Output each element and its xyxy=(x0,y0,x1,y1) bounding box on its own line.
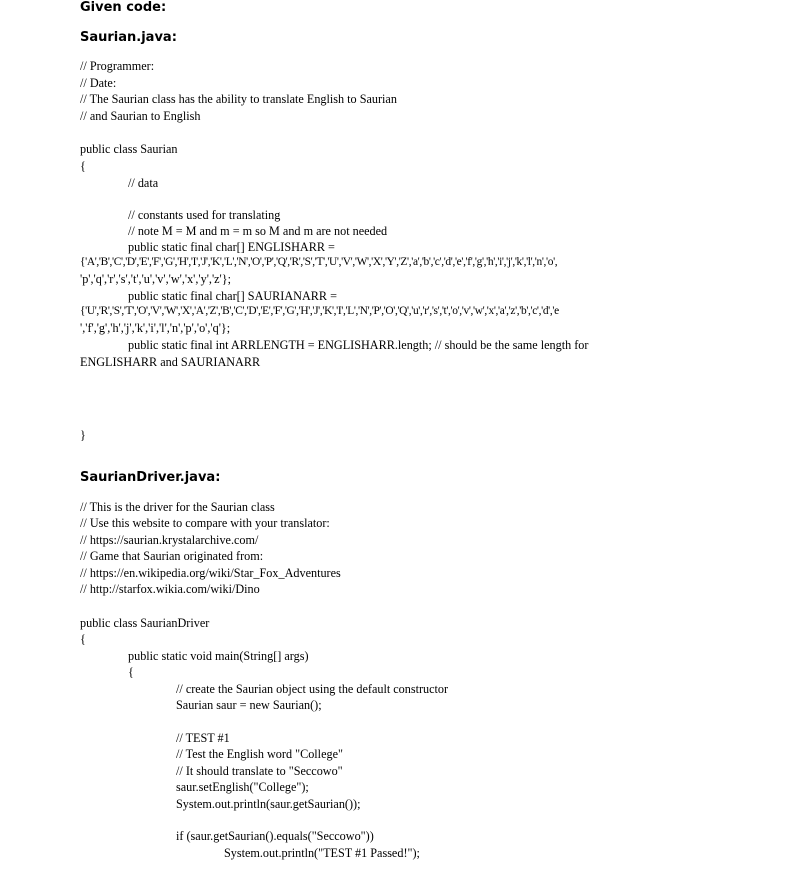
code-line: public class Saurian xyxy=(80,142,178,156)
code-line: System.out.println("TEST #1 Passed!"); xyxy=(224,846,420,860)
code-line: if (saur.getSaurian().equals("Seccowo")) xyxy=(176,829,374,843)
code-line: public static final char[] ENGLISHARR = xyxy=(128,240,335,254)
driver-filename-heading: SaurianDriver.java: xyxy=(80,470,221,485)
code-line: // Date: xyxy=(80,76,117,90)
code-line: // http://starfox.wikia.com/wiki/Dino xyxy=(80,582,260,596)
code-line: // constants used for translating xyxy=(128,208,281,222)
code-line: public static final int ARRLENGTH = ENGLISHARR.length; // should be the same length for xyxy=(128,338,589,352)
code-line: public static void main(String[] args) xyxy=(128,649,309,663)
code-line: 'p','q','r','s','t','u','v','w','x','y','z'}; xyxy=(80,272,231,286)
code-line: { xyxy=(80,632,86,646)
code-line: public class SaurianDriver xyxy=(80,616,210,630)
code-line: // Programmer: xyxy=(80,59,155,73)
code-line: { xyxy=(128,665,134,679)
code-line: // Test the English word "College" xyxy=(176,747,343,761)
code-line: // note M = M and m = m so M and m are not needed xyxy=(128,224,388,238)
code-line: { xyxy=(80,159,86,173)
code-line: {'A','B','C','D','E','F','G','H','I','J','K','L','N','O','P','Q','R','S','T','U','V','W','X','Y','Z','a','b','c','d','e','f','g','h','i','j','k','l','n','o', xyxy=(80,256,558,268)
code-line: Saurian saur = new Saurian(); xyxy=(176,698,322,712)
code-line: saur.setEnglish("College"); xyxy=(176,780,309,794)
code-line: // This is the driver for the Saurian class xyxy=(80,500,275,514)
code-line: // It should translate to "Seccowo" xyxy=(176,764,343,778)
code-line: ','f','g','h','j','k','i','l','n','p','o','q'}; xyxy=(80,321,231,335)
code-line: // The Saurian class has the ability to translate English to Saurian xyxy=(80,92,397,106)
code-line: // Use this website to compare with your translator: xyxy=(80,516,330,530)
code-line: // https://en.wikipedia.org/wiki/Star_Fox_Adventures xyxy=(80,566,341,580)
code-line: // create the Saurian object using the default constructor xyxy=(176,682,449,696)
code-line: public static final char[] SAURIANARR = xyxy=(128,289,337,303)
code-line: } xyxy=(80,428,86,442)
code-line: // and Saurian to English xyxy=(80,109,201,123)
code-line: // TEST #1 xyxy=(176,731,230,745)
code-line: // Game that Saurian originated from: xyxy=(80,549,264,563)
code-line: {'U','R','S','T','O','V','W','X','A','Z','B','C','D','E','F','G','H','J','K','I','L','N','P','O','Q','u','r','s','t','o','v','w','x','a','z','b','c','d','e xyxy=(80,305,559,317)
code-line: System.out.println(saur.getSaurian()); xyxy=(176,797,361,811)
code-line: // data xyxy=(128,176,159,190)
saurian-filename-heading: Saurian.java: xyxy=(80,30,177,45)
given-code-heading: Given code: xyxy=(80,0,167,15)
code-line: // https://saurian.krystalarchive.com/ xyxy=(80,533,259,547)
code-line: ENGLISHARR and SAURIANARR xyxy=(80,355,261,369)
